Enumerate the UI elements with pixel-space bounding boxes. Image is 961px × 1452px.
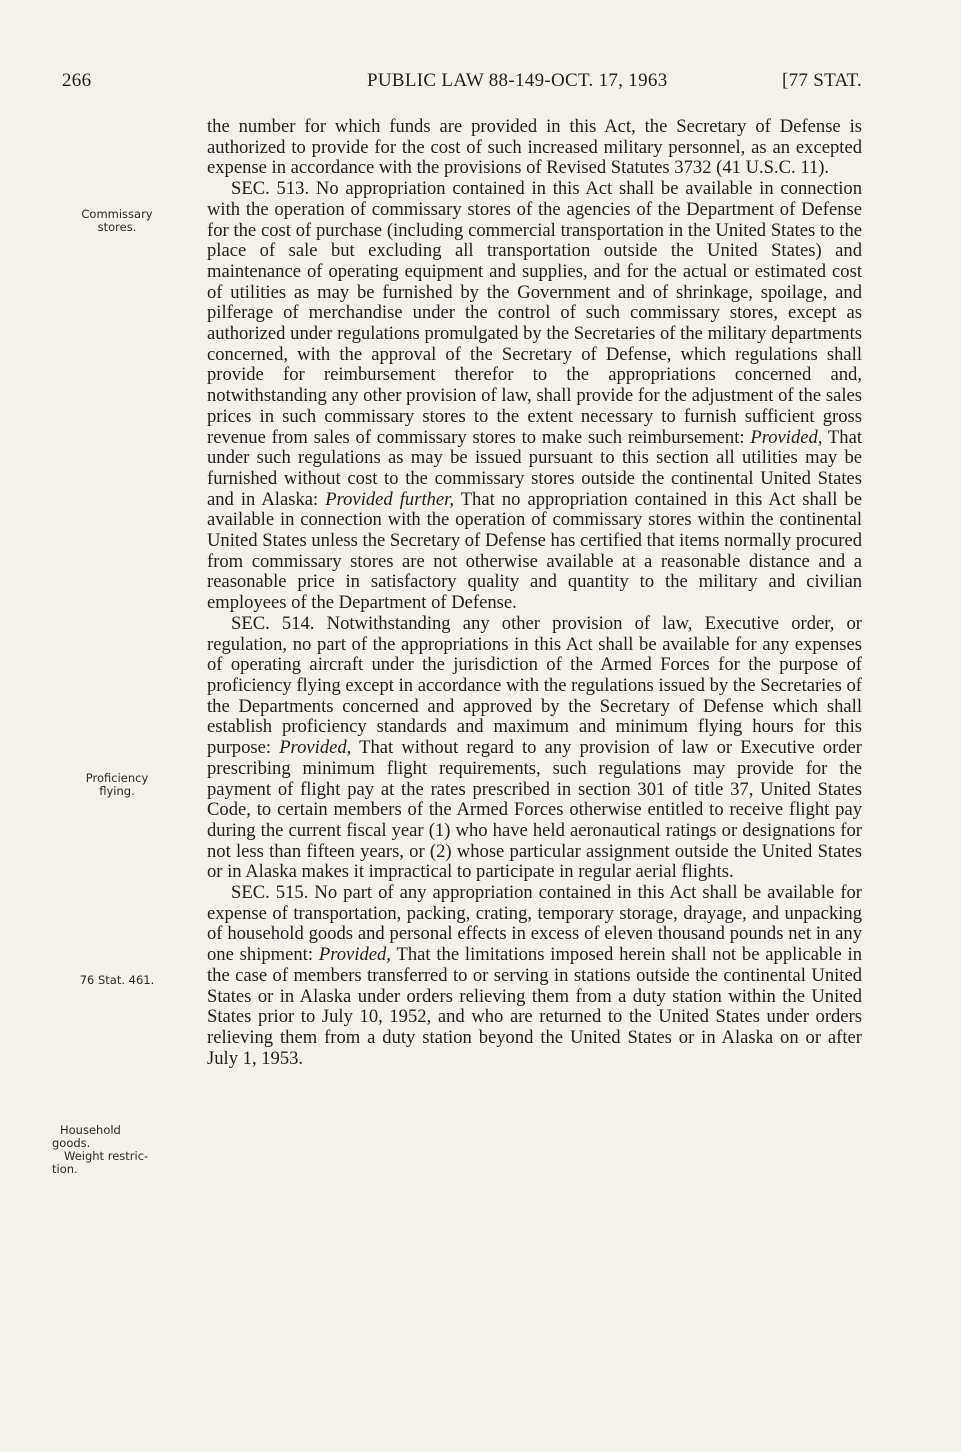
section-label: SEC. 514. [231,612,315,634]
section-514: SEC. 514. Notwithstanding any other provision of law, Executive order, or regulation, no part of the appropriations in this Act shall be available for any expenses of operating aircraft under the jurisdiction of the Armed Forces for the purpose of proficiency flying except in accordance with the regulations issued by the Secretaries of the Departments concerned and approved by the Secretary of Defense which shall establish proficiency standards and maximum and minimum flying hours for this purpose: Provided, That without regard to any provision of law or Executive order prescribing minimum flight requirements, such regulations may provide for the payment of flight pay at the rates prescribed in section 301 of title 37, United States Code, to certain members of the Armed Forces otherwise entitled to receive flight pay during the current fiscal year (1) who have held aeronautical ratings or designations for not less than fifteen years, or (2) whose particular assignment outside the United States or in Alaska makes it impractical to participate in regular aerial flights. [207,612,863,883]
margin-note-household: Household goods. Weight restric- tion. [52,1123,149,1176]
section-label: SEC. 515. [231,882,309,904]
margin-note-commissary: Commissary stores. [81,207,153,234]
stat-reference: [77 STAT. [782,70,862,91]
body-text [207,117,862,1069]
section-513: SEC. 513. No appropriation contained in this Act shall be available in connection with the operation of commissary stores of the agencies of the Department of Defense for the cost of purchase (including commercial transportation in the United States to the place of sale but excluding all transportation outside the United States) and maintenance of operating equipment and supplies, and for the actual or estimated cost of utilities as may be furnished by the Government and of shrinkage, spoilage, and pilferage of merchandise under the control of such commissary stores, except as authorized under regulations promulgated by the Secretaries of the military departments concerned, with the approval of the Secretary of Defense, which regulations shall provide for reimbursement therefor to the appropriations concerned and, notwithstanding any other provision of law, shall provide for the adjustment of the sales prices in such commissary stores to the extent necessary to furnish sufficient gross revenue from sales of commissary stores to make such reimbursement: Provided, That under such regulations as may be issued pursuant to this section all utilities may be furnished without cost to the commissary stores outside the continental United States and in Alaska: Provided further, That no appropriation contained in this Act shall be available in connection with the operation of commissary stores within the continental United States unless the Secretary of Defense has certified that items normally procured from commissary stores are not otherwise available at a reasonable distance and a reasonable price in satisfactory quality and quantity to the military and civilian employees of the Department of Defense. [207,178,863,614]
paragraph-continuation: the number for which funds are provided in this Act, the Secretary of Defense is authorized to provide for the cost of such increased military personnel, as an excepted expense in accordance with the provisions of Revised Statutes 3732 (41 U.S.C. 11). [207,116,862,179]
section-515: SEC. 515. No part of any appropriation contained in this Act shall be available for expense of transportation, packing, crating, temporary storage, drayage, and unpacking of household goods and personal effects in excess of eleven thousand pounds net in any one shipment: Provided, That the limitations imposed herein shall not be applicable in the case of members transferred to or serving in stations outside the continental United States or in Alaska under orders relieving them from a duty station within the United States prior to July 10, 1952, and who are returned to the United States under orders relieving them from a duty station beyond the United States or in Alaska on or after July 1, 1953. [207,882,862,1069]
margin-note-proficiency: Proficiency flying. [85,771,149,798]
page-number: 266 [62,70,92,91]
page-title: PUBLIC LAW 88-149-OCT. 17, 1963 [367,70,668,91]
section-label: SEC. 513. [231,178,310,200]
margin-note-stat-ref: 76 Stat. 461. [79,973,155,987]
page-header [62,70,862,96]
